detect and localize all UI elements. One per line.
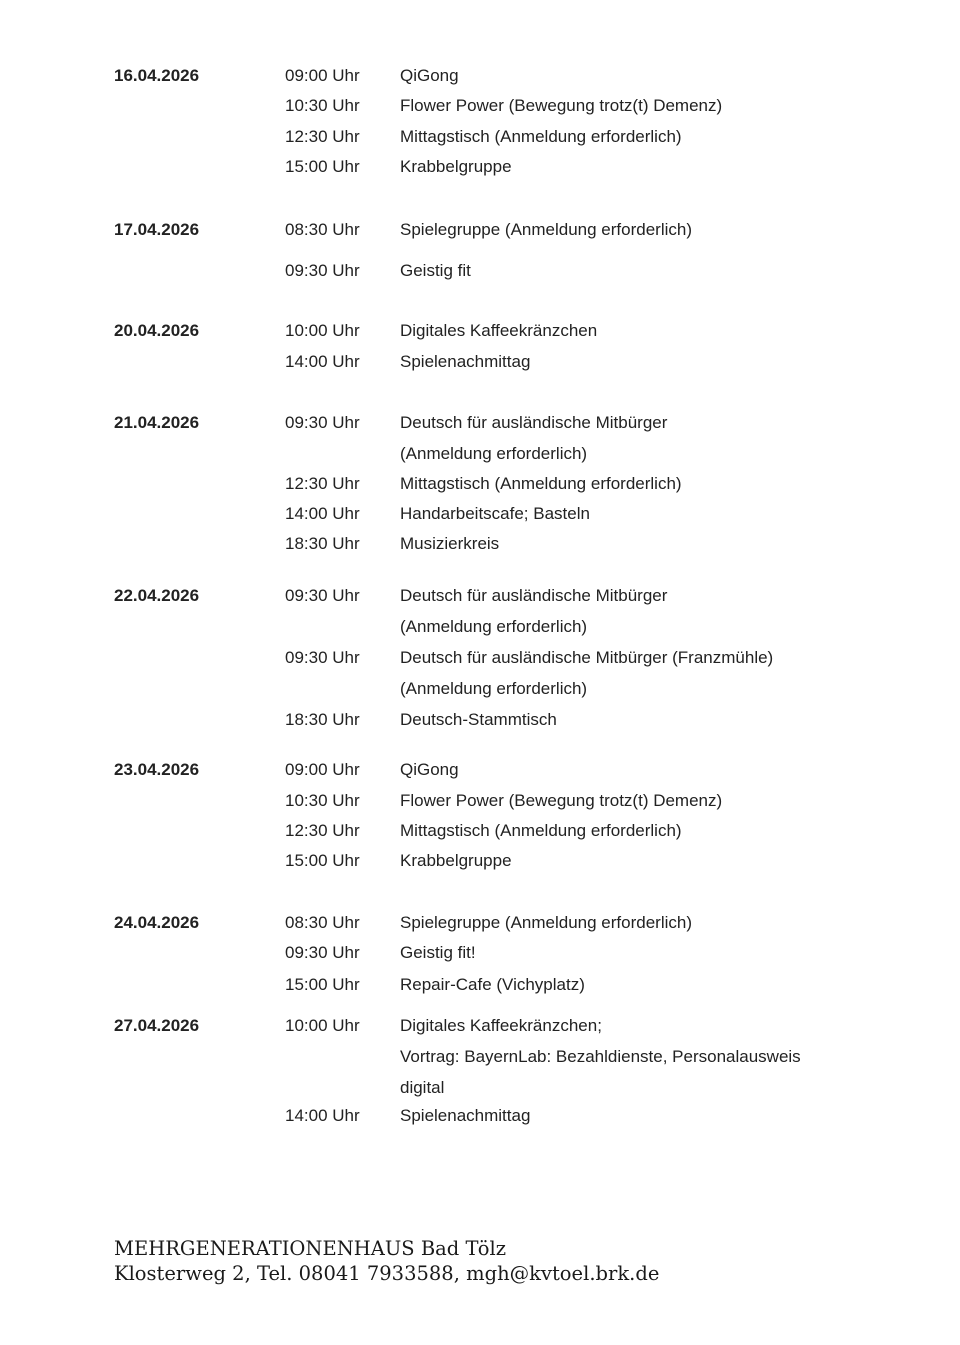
day-date: 21.04.2026: [114, 413, 200, 432]
event-title: Spielegruppe (Anmeldung erforderlich): [400, 220, 692, 239]
event-title: Handarbeitscafe; Basteln: [400, 504, 590, 523]
event-title: Musizierkreis: [400, 534, 500, 553]
event-title: Vortrag: BayernLab: Bezahldienste, Personalausweis: [400, 1047, 801, 1066]
event-time: 09:00 Uhr: [285, 66, 360, 85]
event-title: Spielegruppe (Anmeldung erforderlich): [400, 913, 692, 932]
event-time: 09:00 Uhr: [285, 760, 360, 779]
event-title: Deutsch-Stammtisch: [400, 710, 557, 729]
event-time: 15:00 Uhr: [285, 157, 360, 176]
event-time: 09:30 Uhr: [285, 586, 360, 605]
event-title: Deutsch für ausländische Mitbürger: [400, 413, 668, 432]
event-title: (Anmeldung erforderlich): [400, 444, 588, 463]
event-time: 09:30 Uhr: [285, 943, 360, 962]
event-title: Mittagstisch (Anmeldung erforderlich): [400, 821, 682, 840]
event-time: 18:30 Uhr: [285, 534, 360, 553]
event-title: (Anmeldung erforderlich): [400, 679, 588, 698]
event-title: Flower Power (Bewegung trotz(t) Demenz): [400, 791, 723, 810]
event-time: 12:30 Uhr: [285, 821, 360, 840]
event-title: Flower Power (Bewegung trotz(t) Demenz): [400, 96, 723, 115]
event-title: Digitales Kaffeekränzchen: [400, 321, 598, 340]
event-title: Mittagstisch (Anmeldung erforderlich): [400, 474, 682, 493]
event-title: Geistig fit: [400, 261, 471, 280]
event-title: QiGong: [400, 66, 459, 85]
footer-address: [114, 1236, 659, 1286]
event-title: (Anmeldung erforderlich): [400, 617, 588, 636]
event-time: 10:00 Uhr: [285, 1016, 360, 1035]
event-time: 14:00 Uhr: [285, 1106, 360, 1125]
event-title: Repair-Cafe (Vichyplatz): [400, 975, 585, 994]
event-time: 14:00 Uhr: [285, 504, 360, 523]
event-time: 09:30 Uhr: [285, 413, 360, 432]
event-title: digital: [400, 1078, 445, 1097]
event-time: 12:30 Uhr: [285, 474, 360, 493]
event-time: 15:00 Uhr: [285, 975, 360, 994]
event-title: Digitales Kaffeekränzchen;: [400, 1016, 602, 1035]
event-time: 14:00 Uhr: [285, 352, 360, 371]
event-time: 08:30 Uhr: [285, 220, 360, 239]
event-time: 15:00 Uhr: [285, 851, 360, 870]
day-date: 20.04.2026: [114, 321, 200, 340]
event-title: Mittagstisch (Anmeldung erforderlich): [400, 127, 682, 146]
event-time: 10:30 Uhr: [285, 96, 360, 115]
event-title: Deutsch für ausländische Mitbürger: [400, 586, 668, 605]
footer-contact: Klosterweg 2, Tel. 08041 7933588, mgh@kvtoel.brk.de: [114, 1262, 660, 1285]
event-time: 08:30 Uhr: [285, 913, 360, 932]
event-time: 09:30 Uhr: [285, 648, 360, 667]
event-title: QiGong: [400, 760, 459, 779]
event-title: Spielenachmittag: [400, 1106, 531, 1125]
day-date: 16.04.2026: [114, 66, 200, 85]
event-title: Spielenachmittag: [400, 352, 531, 371]
event-time: 12:30 Uhr: [285, 127, 360, 146]
event-title: Krabbelgruppe: [400, 851, 512, 870]
event-title: Deutsch für ausländische Mitbürger (Franzmühle): [400, 648, 774, 667]
day-date: 17.04.2026: [114, 220, 200, 239]
event-time: 10:00 Uhr: [285, 321, 360, 340]
event-time: 18:30 Uhr: [285, 710, 360, 729]
footer-organization: MEHRGENERATIONENHAUS Bad Tölz: [114, 1237, 506, 1260]
event-title: Krabbelgruppe: [400, 157, 512, 176]
event-time: 10:30 Uhr: [285, 791, 360, 810]
day-date: 27.04.2026: [114, 1016, 200, 1035]
day-date: 24.04.2026: [114, 913, 200, 932]
day-date: 23.04.2026: [114, 760, 200, 779]
event-time: 09:30 Uhr: [285, 261, 360, 280]
event-title: Geistig fit!: [400, 943, 476, 962]
day-date: 22.04.2026: [114, 586, 200, 605]
